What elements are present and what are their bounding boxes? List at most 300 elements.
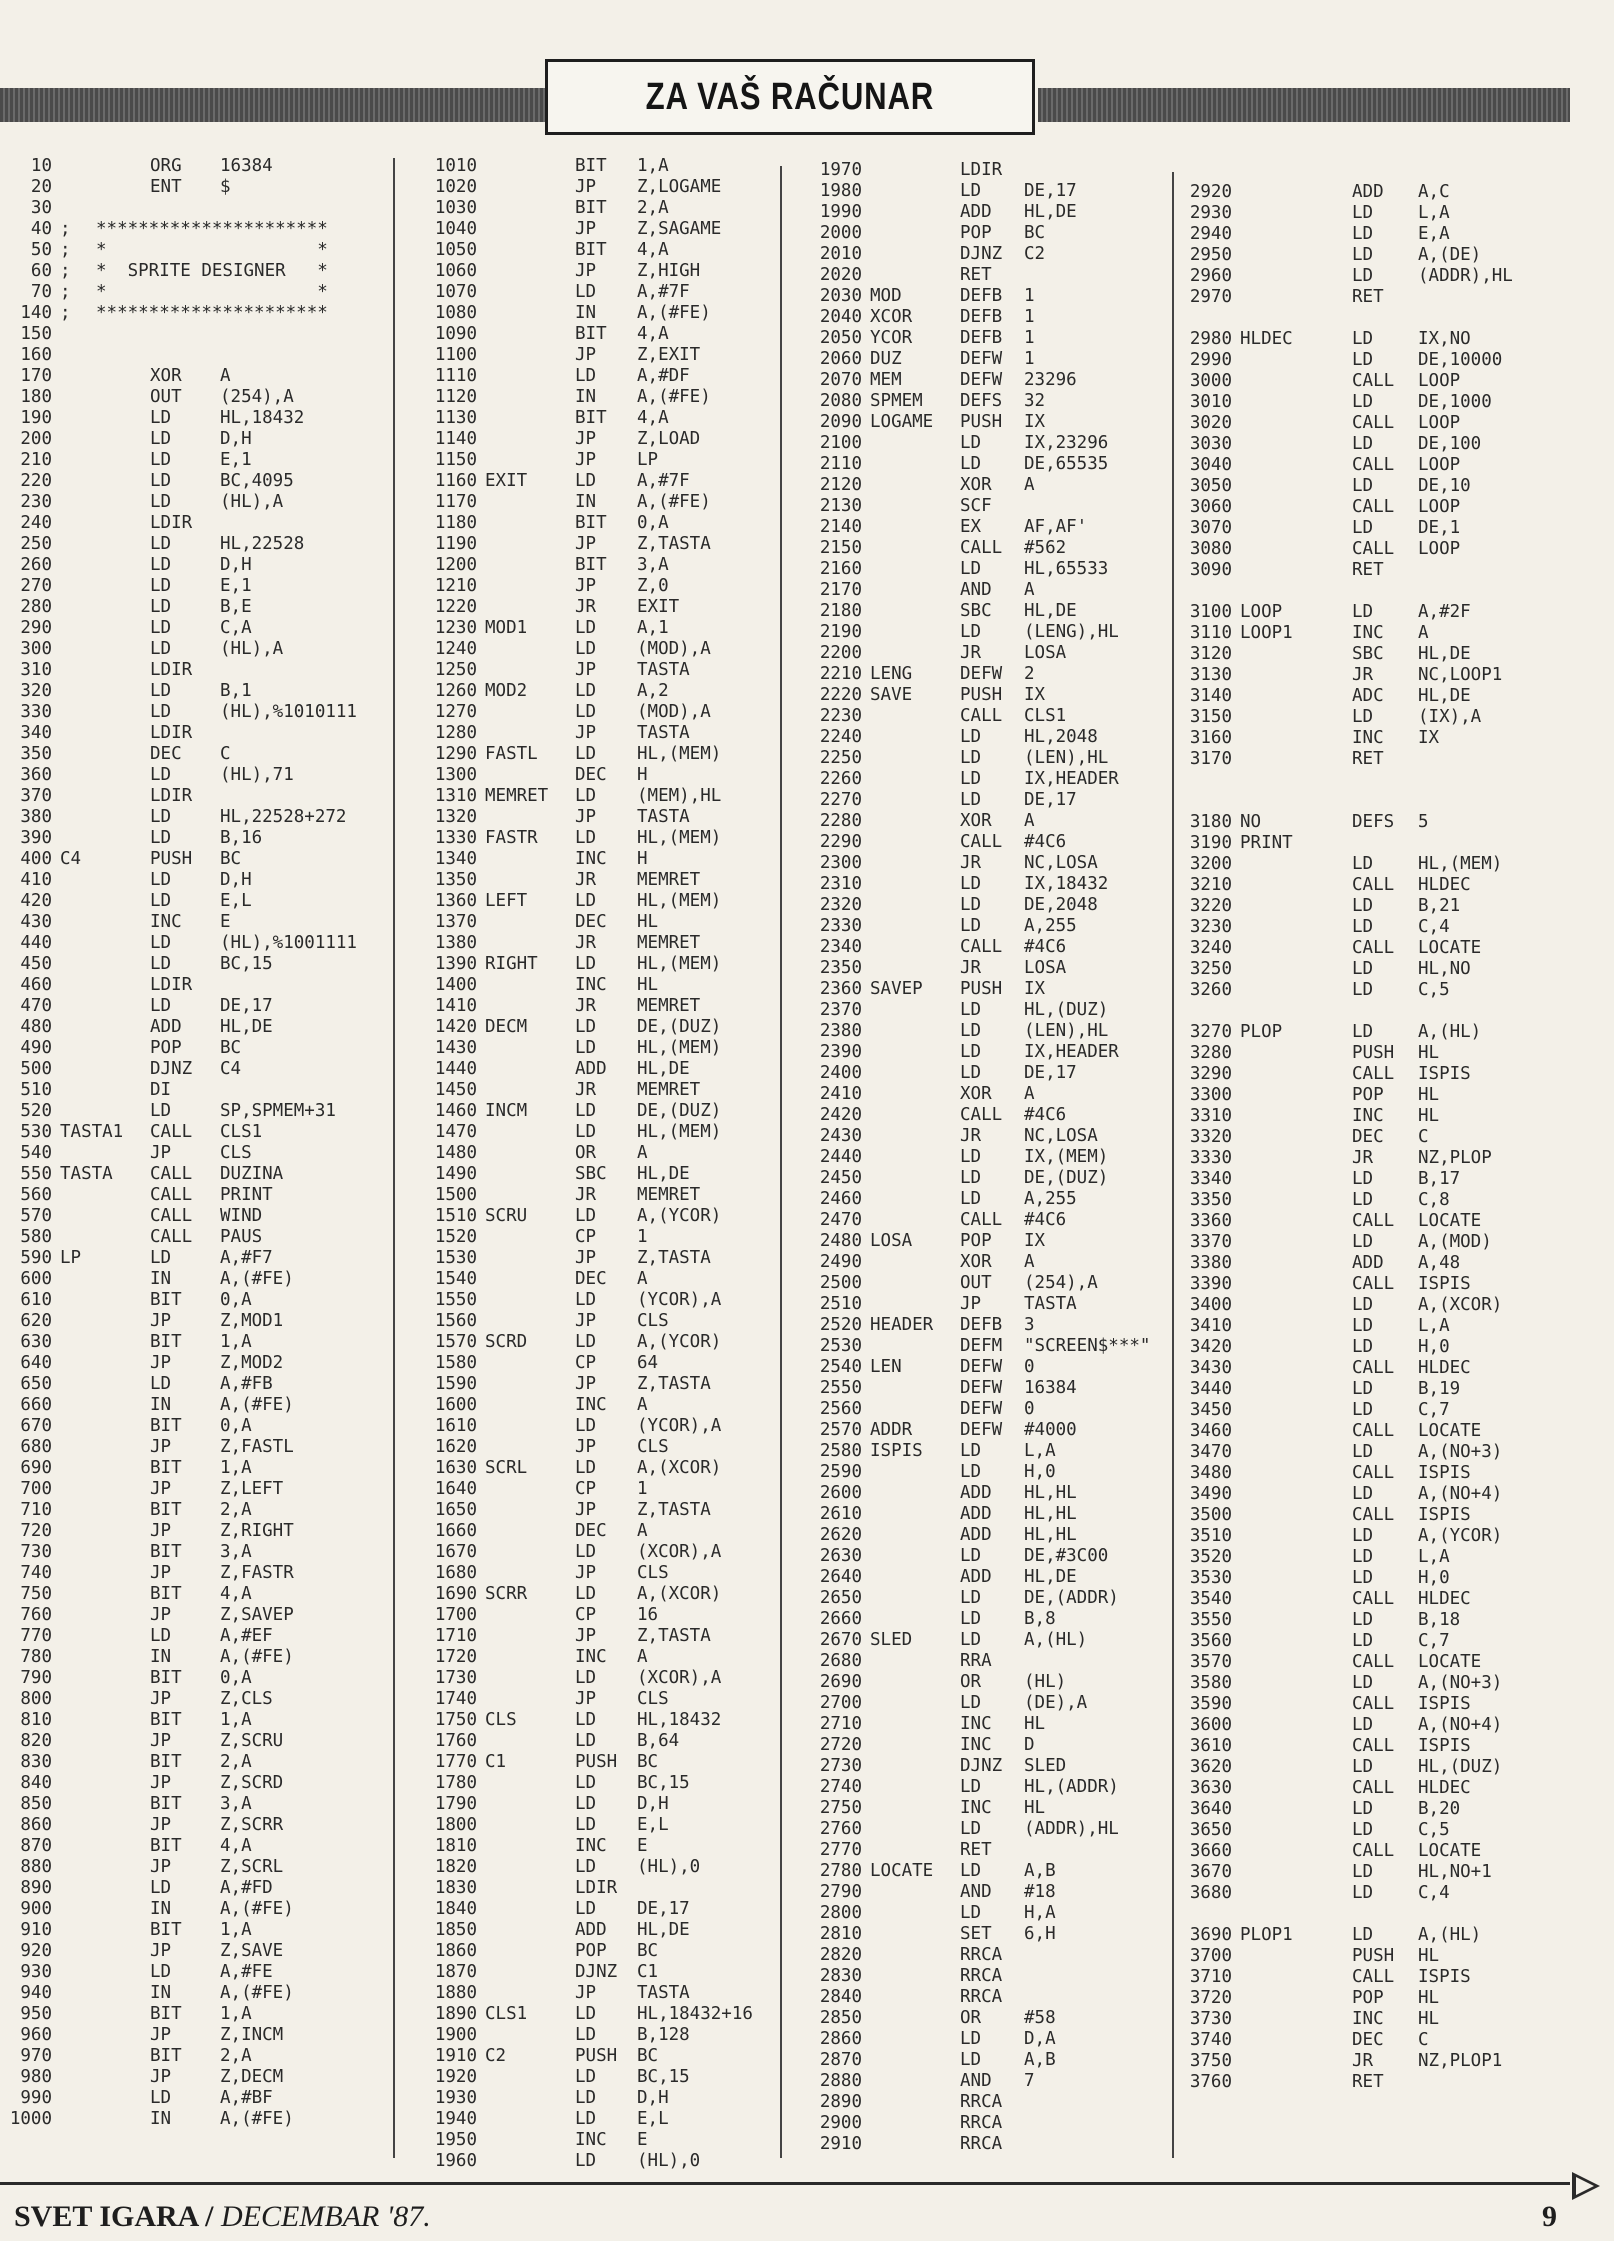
mnemonic: BIT xyxy=(575,408,607,428)
line-label: INCM xyxy=(485,1101,528,1121)
operand: A,(#FE) xyxy=(220,1395,294,1415)
line-number: 540 xyxy=(20,1143,52,1163)
line-number: 300 xyxy=(20,639,52,659)
operand: D,H xyxy=(220,429,252,449)
operand: A,B xyxy=(1024,1861,1056,1881)
line-number: 2270 xyxy=(819,790,862,810)
line-number: 670 xyxy=(20,1416,52,1436)
operand: B,16 xyxy=(220,828,263,848)
line-label: LEN xyxy=(870,1357,902,1377)
line-number: 3560 xyxy=(1189,1631,1232,1651)
line-number: 1550 xyxy=(434,1290,477,1310)
line-number: 1160 xyxy=(434,471,477,491)
column-divider xyxy=(393,158,395,2158)
mnemonic: LD xyxy=(575,1899,597,1919)
operand: TASTA xyxy=(637,807,690,827)
line-number: 1350 xyxy=(434,870,477,890)
line-number: 2400 xyxy=(819,1063,862,1083)
operand: DE,1 xyxy=(1418,518,1461,538)
line-number: 920 xyxy=(20,1941,52,1961)
mnemonic: LD xyxy=(960,1441,982,1461)
operand: IX xyxy=(1024,979,1046,999)
line-number: 2530 xyxy=(819,1336,862,1356)
mnemonic: LD xyxy=(1352,266,1374,286)
line-number: 1630 xyxy=(434,1458,477,1478)
mnemonic: JP xyxy=(575,1311,597,1331)
operand: DE,1000 xyxy=(1418,392,1492,412)
mnemonic: XOR xyxy=(960,1084,992,1104)
operand: Z,EXIT xyxy=(637,345,701,365)
mnemonic: LD xyxy=(1352,1715,1374,1735)
mnemonic: JR xyxy=(575,870,597,890)
line-number: 1770 xyxy=(434,1752,477,1772)
line-number: 1450 xyxy=(434,1080,477,1100)
line-number: 2380 xyxy=(819,1021,862,1041)
line-number: 390 xyxy=(20,828,52,848)
line-number: 1660 xyxy=(434,1521,477,1541)
mnemonic: DEFB xyxy=(960,286,1003,306)
mnemonic: CALL xyxy=(150,1185,193,1205)
mnemonic: RRCA xyxy=(960,1966,1003,1986)
line-number: 360 xyxy=(20,765,52,785)
operand: (LEN),HL xyxy=(1024,748,1109,768)
section-title-box xyxy=(545,59,1035,135)
mnemonic: JR xyxy=(960,1126,982,1146)
mnemonic: IN xyxy=(150,1647,172,1667)
line-number: 230 xyxy=(20,492,52,512)
line-number: 2710 xyxy=(819,1714,862,1734)
operand: 1,A xyxy=(220,2004,252,2024)
mnemonic: DEC xyxy=(575,912,607,932)
line-number: 3610 xyxy=(1189,1736,1232,1756)
line-number: 490 xyxy=(20,1038,52,1058)
line-number: 2620 xyxy=(819,1525,862,1545)
operand: (LEN),HL xyxy=(1024,1021,1109,1041)
mnemonic: CALL xyxy=(1352,413,1395,433)
mnemonic: LDIR xyxy=(150,513,193,533)
mnemonic: CALL xyxy=(1352,875,1395,895)
mnemonic: LD xyxy=(960,1861,982,1881)
line-number: 1430 xyxy=(434,1038,477,1058)
line-number: 2410 xyxy=(819,1084,862,1104)
operand: SP,SPMEM+31 xyxy=(220,1101,336,1121)
operand: 1 xyxy=(1024,349,1035,369)
operand: A,(XCOR) xyxy=(637,1458,722,1478)
line-number: 2670 xyxy=(819,1630,862,1650)
mnemonic: LD xyxy=(575,1458,597,1478)
mnemonic: AND xyxy=(960,1882,992,1902)
line-number: 3030 xyxy=(1189,434,1232,454)
operand: CLS xyxy=(637,1563,669,1583)
operand: (ADDR),HL xyxy=(1024,1819,1119,1839)
line-number: 1480 xyxy=(434,1143,477,1163)
line-number: 610 xyxy=(20,1290,52,1310)
operand: B,E xyxy=(220,597,252,617)
line-number: 3310 xyxy=(1189,1106,1232,1126)
operand: MEMRET xyxy=(637,870,701,890)
mnemonic: JP xyxy=(150,1731,172,1751)
mnemonic: JP xyxy=(575,1500,597,1520)
mnemonic: LD xyxy=(575,282,597,302)
mnemonic: LD xyxy=(575,891,597,911)
operand: TASTA xyxy=(637,723,690,743)
line-number: 330 xyxy=(20,702,52,722)
mnemonic: OUT xyxy=(150,387,182,407)
mnemonic: INC xyxy=(150,912,182,932)
mnemonic: LD xyxy=(575,366,597,386)
operand: A xyxy=(1024,1252,1035,1272)
operand: A xyxy=(1024,811,1035,831)
operand: (XCOR),A xyxy=(637,1542,722,1562)
mnemonic: LD xyxy=(1352,602,1374,622)
operand: D,H xyxy=(637,2088,669,2108)
mnemonic: LD xyxy=(960,895,982,915)
operand: DE,(DUZ) xyxy=(1024,1168,1109,1188)
line-number: 3150 xyxy=(1189,707,1232,727)
line-number: 3160 xyxy=(1189,728,1232,748)
line-number: 1050 xyxy=(434,240,477,260)
line-number: 3290 xyxy=(1189,1064,1232,1084)
line-number: 170 xyxy=(20,366,52,386)
line-number: 3650 xyxy=(1189,1820,1232,1840)
operand: HL xyxy=(1418,1106,1440,1126)
mnemonic: DI xyxy=(150,1080,172,1100)
operand: 23296 xyxy=(1024,370,1077,390)
mnemonic: XOR xyxy=(960,1252,992,1272)
operand: E xyxy=(220,912,231,932)
mnemonic: RET xyxy=(1352,560,1384,580)
operand: (ADDR),HL xyxy=(1418,266,1513,286)
mnemonic: LD xyxy=(1352,1883,1374,1903)
line-number: 3740 xyxy=(1189,2030,1232,2050)
line-number: 700 xyxy=(20,1479,52,1499)
line-number: 2190 xyxy=(819,622,862,642)
line-number: 2880 xyxy=(819,2071,862,2091)
mnemonic: LD xyxy=(1352,392,1374,412)
line-label: ; xyxy=(60,219,71,239)
operand: ISPIS xyxy=(1418,1505,1471,1525)
mnemonic: PUSH xyxy=(960,979,1003,999)
mnemonic: IN xyxy=(150,1899,172,1919)
mnemonic: CALL xyxy=(1352,1778,1395,1798)
mnemonic: RRA xyxy=(960,1651,992,1671)
mnemonic: DEFW xyxy=(960,1420,1003,1440)
line-number: 2060 xyxy=(819,349,862,369)
mnemonic: LD xyxy=(1352,917,1374,937)
operand: E,A xyxy=(1418,224,1450,244)
mnemonic: CALL xyxy=(1352,1694,1395,1714)
operand: Z,HIGH xyxy=(637,261,701,281)
line-number: 570 xyxy=(20,1206,52,1226)
line-number: 3660 xyxy=(1189,1841,1232,1861)
line-number: 3640 xyxy=(1189,1799,1232,1819)
mnemonic: LD xyxy=(150,1101,172,1121)
mnemonic: LD xyxy=(960,433,982,453)
line-number: 380 xyxy=(20,807,52,827)
mnemonic: DEC xyxy=(575,1521,607,1541)
line-number: 2740 xyxy=(819,1777,862,1797)
operand: A,(HL) xyxy=(1024,1630,1088,1650)
operand: IX xyxy=(1024,685,1046,705)
line-number: 1950 xyxy=(434,2130,477,2150)
line-number: 2140 xyxy=(819,517,862,537)
operand: C xyxy=(1418,1127,1429,1147)
operand: A,(DE) xyxy=(1418,245,1482,265)
mnemonic: JP xyxy=(575,429,597,449)
line-number: 1520 xyxy=(434,1227,477,1247)
operand: BC xyxy=(637,2046,659,2066)
operand: HL,(MEM) xyxy=(637,1038,722,1058)
operand: CLS xyxy=(220,1143,252,1163)
line-number: 1530 xyxy=(434,1248,477,1268)
operand: A,#7F xyxy=(637,471,690,491)
operand: A,(#FE) xyxy=(637,387,711,407)
mnemonic: DEC xyxy=(150,744,182,764)
operand: A,B xyxy=(1024,2050,1056,2070)
mnemonic: RRCA xyxy=(960,2092,1003,2112)
line-number: 3370 xyxy=(1189,1232,1232,1252)
operand: Z,TASTA xyxy=(637,1626,711,1646)
line-number: 3300 xyxy=(1189,1085,1232,1105)
line-number: 2180 xyxy=(819,601,862,621)
mnemonic: LD xyxy=(575,1773,597,1793)
operand: HL,(MEM) xyxy=(1418,854,1503,874)
mnemonic: DEFW xyxy=(960,1378,1003,1398)
mnemonic: LD xyxy=(1352,896,1374,916)
mnemonic: LD xyxy=(575,1206,597,1226)
mnemonic: BIT xyxy=(150,1668,182,1688)
line-number: 3460 xyxy=(1189,1421,1232,1441)
line-number: 3710 xyxy=(1189,1967,1232,1987)
mnemonic: LD xyxy=(1352,1295,1374,1315)
mnemonic: RET xyxy=(1352,749,1384,769)
operand: HLDEC xyxy=(1418,1778,1471,1798)
mnemonic: DJNZ xyxy=(960,1756,1003,1776)
operand: HL,(MEM) xyxy=(637,891,722,911)
mnemonic: CALL xyxy=(1352,539,1395,559)
line-number: 2800 xyxy=(819,1903,862,1923)
line-label: ; xyxy=(60,261,71,281)
mnemonic: PUSH xyxy=(960,685,1003,705)
operand: A xyxy=(1024,475,1035,495)
page-number: 9 xyxy=(1542,2200,1557,2233)
mnemonic: LD xyxy=(960,1903,982,1923)
line-label: C1 xyxy=(485,1752,507,1772)
mnemonic: OR xyxy=(575,1143,597,1163)
line-label: LOSA xyxy=(870,1231,913,1251)
magazine-credit xyxy=(14,2200,431,2234)
mnemonic: BIT xyxy=(150,2046,182,2066)
mnemonic: LD xyxy=(575,1794,597,1814)
line-number: 2570 xyxy=(819,1420,862,1440)
operand: HL,DE xyxy=(637,1920,690,1940)
mnemonic: PUSH xyxy=(1352,1043,1395,1063)
operand: HL,DE xyxy=(637,1059,690,1079)
line-number: 190 xyxy=(20,408,52,428)
line-number: 620 xyxy=(20,1311,52,1331)
line-number: 1560 xyxy=(434,1311,477,1331)
mnemonic: DEFS xyxy=(1352,812,1395,832)
mnemonic: LD xyxy=(575,1815,597,1835)
mnemonic: LD xyxy=(575,1584,597,1604)
mnemonic: INC xyxy=(1352,623,1384,643)
mnemonic: LD xyxy=(150,618,172,638)
mnemonic: LD xyxy=(960,181,982,201)
operand: #4C6 xyxy=(1024,832,1067,852)
line-number: 960 xyxy=(20,2025,52,2045)
operand: Z,INCM xyxy=(220,2025,284,2045)
operand: Z,TASTA xyxy=(637,1248,711,1268)
operand: BC xyxy=(637,1752,659,1772)
mnemonic: CALL xyxy=(1352,1064,1395,1084)
operand: A,#FD xyxy=(220,1878,273,1898)
line-number: 3670 xyxy=(1189,1862,1232,1882)
operand: A xyxy=(637,1647,648,1667)
line-number: 290 xyxy=(20,618,52,638)
line-number: 3220 xyxy=(1189,896,1232,916)
operand: L,A xyxy=(1418,1547,1450,1567)
mnemonic: * SPRITE DESIGNER * xyxy=(96,261,328,281)
line-number: 1780 xyxy=(434,1773,477,1793)
operand: ISPIS xyxy=(1418,1694,1471,1714)
line-number: 3510 xyxy=(1189,1526,1232,1546)
mnemonic: BIT xyxy=(150,1710,182,1730)
mnemonic: PUSH xyxy=(960,412,1003,432)
mnemonic: RRCA xyxy=(960,1945,1003,1965)
line-number: 2760 xyxy=(819,1819,862,1839)
line-number: 3270 xyxy=(1189,1022,1232,1042)
line-number: 1880 xyxy=(434,1983,477,2003)
line-label: EXIT xyxy=(485,471,528,491)
mnemonic: LD xyxy=(150,408,172,428)
line-number: 410 xyxy=(20,870,52,890)
operand: HL,DE xyxy=(1024,1567,1077,1587)
assembly-listing xyxy=(0,152,1600,2171)
operand: A,#FE xyxy=(220,1962,273,1982)
line-number: 2080 xyxy=(819,391,862,411)
mnemonic: DEFM xyxy=(960,1336,1003,1356)
operand: HL,(MEM) xyxy=(637,744,722,764)
line-number: 2430 xyxy=(819,1126,862,1146)
operand: DE,10000 xyxy=(1418,350,1503,370)
operand: LOCATE xyxy=(1418,938,1482,958)
line-number: 3170 xyxy=(1189,749,1232,769)
operand: 3,A xyxy=(220,1542,252,1562)
line-label: ; xyxy=(60,240,71,260)
line-number: 2540 xyxy=(819,1357,862,1377)
operand: IX,18432 xyxy=(1024,874,1109,894)
line-number: 2810 xyxy=(819,1924,862,1944)
line-number: 1960 xyxy=(434,2151,477,2171)
mnemonic: LD xyxy=(575,1416,597,1436)
operand: 1 xyxy=(1024,307,1035,327)
line-number: 480 xyxy=(20,1017,52,1037)
line-number: 2440 xyxy=(819,1147,862,1167)
line-label: MOD xyxy=(870,286,902,306)
operand: (DE),A xyxy=(1024,1693,1088,1713)
mnemonic: LDIR xyxy=(150,660,193,680)
operand: E,L xyxy=(220,891,252,911)
operand: 1 xyxy=(637,1227,648,1247)
operand: A,#EF xyxy=(220,1626,273,1646)
mnemonic: INC xyxy=(575,849,607,869)
operand: Z,FASTR xyxy=(220,1563,294,1583)
line-number: 50 xyxy=(30,240,52,260)
mnemonic: CALL xyxy=(1352,1358,1395,1378)
mnemonic: DEFS xyxy=(960,391,1003,411)
operand: CLS xyxy=(637,1311,669,1331)
operand: H xyxy=(637,849,648,869)
operand: Z,TASTA xyxy=(637,1500,711,1520)
mnemonic: SBC xyxy=(575,1164,607,1184)
operand: CLS xyxy=(637,1689,669,1709)
operand: (HL),0 xyxy=(637,2151,701,2171)
mnemonic: BIT xyxy=(575,324,607,344)
line-number: 1200 xyxy=(434,555,477,575)
line-number: 2470 xyxy=(819,1210,862,1230)
magazine-issue: DECEMBAR '87. xyxy=(221,2200,431,2233)
mnemonic: LD xyxy=(150,702,172,722)
line-number: 1650 xyxy=(434,1500,477,1520)
mnemonic: IN xyxy=(150,1395,172,1415)
line-number: 850 xyxy=(20,1794,52,1814)
mnemonic: LD xyxy=(1352,1379,1374,1399)
line-label: SLED xyxy=(870,1630,913,1650)
mnemonic: LD xyxy=(150,954,172,974)
line-number: 1830 xyxy=(434,1878,477,1898)
mnemonic: DEC xyxy=(1352,2030,1384,2050)
operand: B,17 xyxy=(1418,1169,1461,1189)
line-number: 3320 xyxy=(1189,1127,1232,1147)
operand: C,8 xyxy=(1418,1190,1450,1210)
line-label: LP xyxy=(60,1248,82,1268)
mnemonic: CALL xyxy=(1352,455,1395,475)
header-bar-right xyxy=(1038,88,1570,122)
operand: HL xyxy=(637,975,659,995)
operand: 1 xyxy=(1024,286,1035,306)
line-number: 1110 xyxy=(434,366,477,386)
mnemonic: LD xyxy=(960,1189,982,1209)
line-number: 3240 xyxy=(1189,938,1232,958)
line-number: 1730 xyxy=(434,1668,477,1688)
operand: A,#2F xyxy=(1418,602,1471,622)
page-footer xyxy=(0,2172,1614,2241)
operand: D,H xyxy=(220,555,252,575)
operand: HL,(MEM) xyxy=(637,828,722,848)
line-number: 2240 xyxy=(819,727,862,747)
operand: IX,(MEM) xyxy=(1024,1147,1109,1167)
mnemonic: ADD xyxy=(575,1920,607,1940)
line-number: 1510 xyxy=(434,1206,477,1226)
operand: NC,LOOP1 xyxy=(1418,665,1503,685)
mnemonic: CALL xyxy=(960,538,1003,558)
line-number: 790 xyxy=(20,1668,52,1688)
line-number: 3330 xyxy=(1189,1148,1232,1168)
operand: #4000 xyxy=(1024,1420,1077,1440)
mnemonic: JP xyxy=(575,1983,597,2003)
mnemonic: LDIR xyxy=(960,160,1003,180)
line-number: 1740 xyxy=(434,1689,477,1709)
mnemonic: LD xyxy=(150,828,172,848)
operand: PAUS xyxy=(220,1227,263,1247)
line-number: 220 xyxy=(20,471,52,491)
mnemonic: POP xyxy=(575,1941,607,1961)
operand: DE,100 xyxy=(1418,434,1482,454)
line-number: 3050 xyxy=(1189,476,1232,496)
operand: E,L xyxy=(637,2109,669,2129)
mnemonic: LDIR xyxy=(150,786,193,806)
mnemonic: JR xyxy=(1352,1148,1374,1168)
